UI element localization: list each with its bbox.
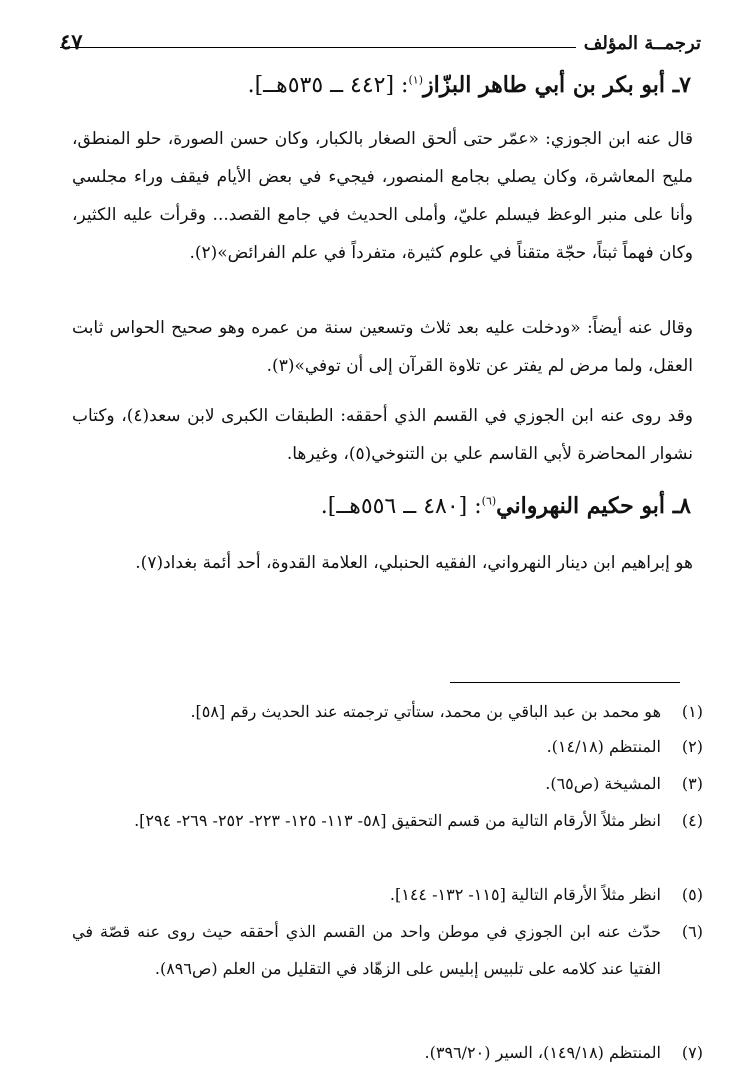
- entry-number: ٧ـ: [672, 72, 691, 98]
- entry-dates: : [٤٨٠ ــ ٥٥٦هــ].: [320, 494, 482, 519]
- entry-name: أبو بكر بن أبي طاهر البزّاز: [423, 72, 666, 98]
- entry-heading: [321, 493, 691, 519]
- footnote-mark: (٤): [681, 811, 703, 830]
- footnote-mark: (٦): [681, 922, 703, 941]
- footnote-text: المنتظم (١٤٩/١٨)، السير (٣٩٦/٢٠).: [424, 1043, 661, 1062]
- footnote: [72, 765, 703, 802]
- footnote-text: حدّث عنه ابن الجوزي في موطن واحد من القسم الذي أحققه حيث روى عنه قصّة في الفتيا عند كلامه على تلبيس إبليس على الزهّاد في التقليل من العلم (ص٨٩٦).: [72, 922, 661, 978]
- paragraph-text: وقال عنه أيضاً: «ودخلت عليه بعد ثلاث وتسعين سنة من عمره وهو صحيح الحواس ثابت العقل، ولما مرض لم يفتر عن تلاوة القرآن إلى أن توفي»(٣).: [72, 318, 693, 376]
- footnote: [72, 1034, 703, 1071]
- header-title: ترجمــة المؤلف: [583, 33, 701, 54]
- footnote-mark: (٧): [681, 1043, 703, 1062]
- footnote: [72, 802, 703, 839]
- footnote-separator: [450, 682, 680, 683]
- paragraph: [72, 397, 693, 473]
- paragraph-text: قال عنه ابن الجوزي: «عمّر حتى ألحق الصغار بالكبار، وكان حسن الصورة، حلو المنطق، مليح المعاشرة، وكان يصلي بجامع المنصور، فيجيء في بعض الأيام فيقف وراء مجلسي وأنا على منبر الوعظ فيسلم عليّ، وأملى الحديث في جامع القصد... وقرأت عليه الكثير، وكان فهماً ثبتاً، حجّة متقناً في علوم كثيرة، متفرداً في علم الفرائض»(٢).: [72, 129, 693, 263]
- entry-number: ٨ـ: [672, 493, 691, 519]
- footnote-text: المشيخة (ص٦٥).: [545, 774, 661, 793]
- footnote-mark: (١): [681, 702, 703, 721]
- paragraph-text: هو إبراهيم ابن دينار النهرواني، الفقيه الحنبلي، العلامة القدوة، أحد أئمة بغداد(٧).: [135, 553, 693, 573]
- footnote-text: المنتظم (١٤/١٨).: [546, 737, 661, 756]
- footnote-text: انظر مثلاً الأرقام التالية [١١٥- ١٣٢- ١٤٤].: [389, 885, 661, 904]
- footnote-mark: (٥): [681, 885, 703, 904]
- entry-name: أبو حكيم النهرواني: [496, 493, 666, 519]
- footnote: [72, 913, 703, 987]
- paragraph-text: وقد روى عنه ابن الجوزي في القسم الذي أحققه: الطبقات الكبرى لابن سعد(٤)، وكتاب نشوار المحاضرة لأبي القاسم علي بن التنوخي(٥)، وغيرها.: [72, 406, 693, 464]
- footnote-mark: (٢): [681, 737, 703, 756]
- entry-heading: [248, 72, 691, 98]
- page-number: ٤٧: [60, 29, 83, 54]
- footnote: [72, 693, 703, 730]
- footnote-text: انظر مثلاً الأرقام التالية من قسم التحقيق [٥٨- ١١٣- ١٢٥- ٢٢٣- ٢٥٢- ٢٦٩- ٢٩٤].: [134, 811, 661, 830]
- paragraph: [72, 309, 693, 385]
- footnote-ref: (٦): [481, 494, 497, 508]
- entry-dates: : [٤٤٢ ــ ٥٣٥هــ].: [247, 73, 409, 98]
- paragraph: [72, 120, 693, 272]
- header-rule: [60, 47, 576, 48]
- footnote-mark: (٣): [681, 774, 703, 793]
- footnote: [72, 728, 703, 765]
- footnote-text: هو محمد بن عبد الباقي بن محمد، ستأتي ترجمته عند الحديث رقم [٥٨].: [190, 702, 661, 721]
- footnote: [72, 876, 703, 913]
- running-header: [60, 26, 701, 54]
- paragraph: [72, 544, 693, 582]
- footnote-ref: (١): [408, 73, 423, 87]
